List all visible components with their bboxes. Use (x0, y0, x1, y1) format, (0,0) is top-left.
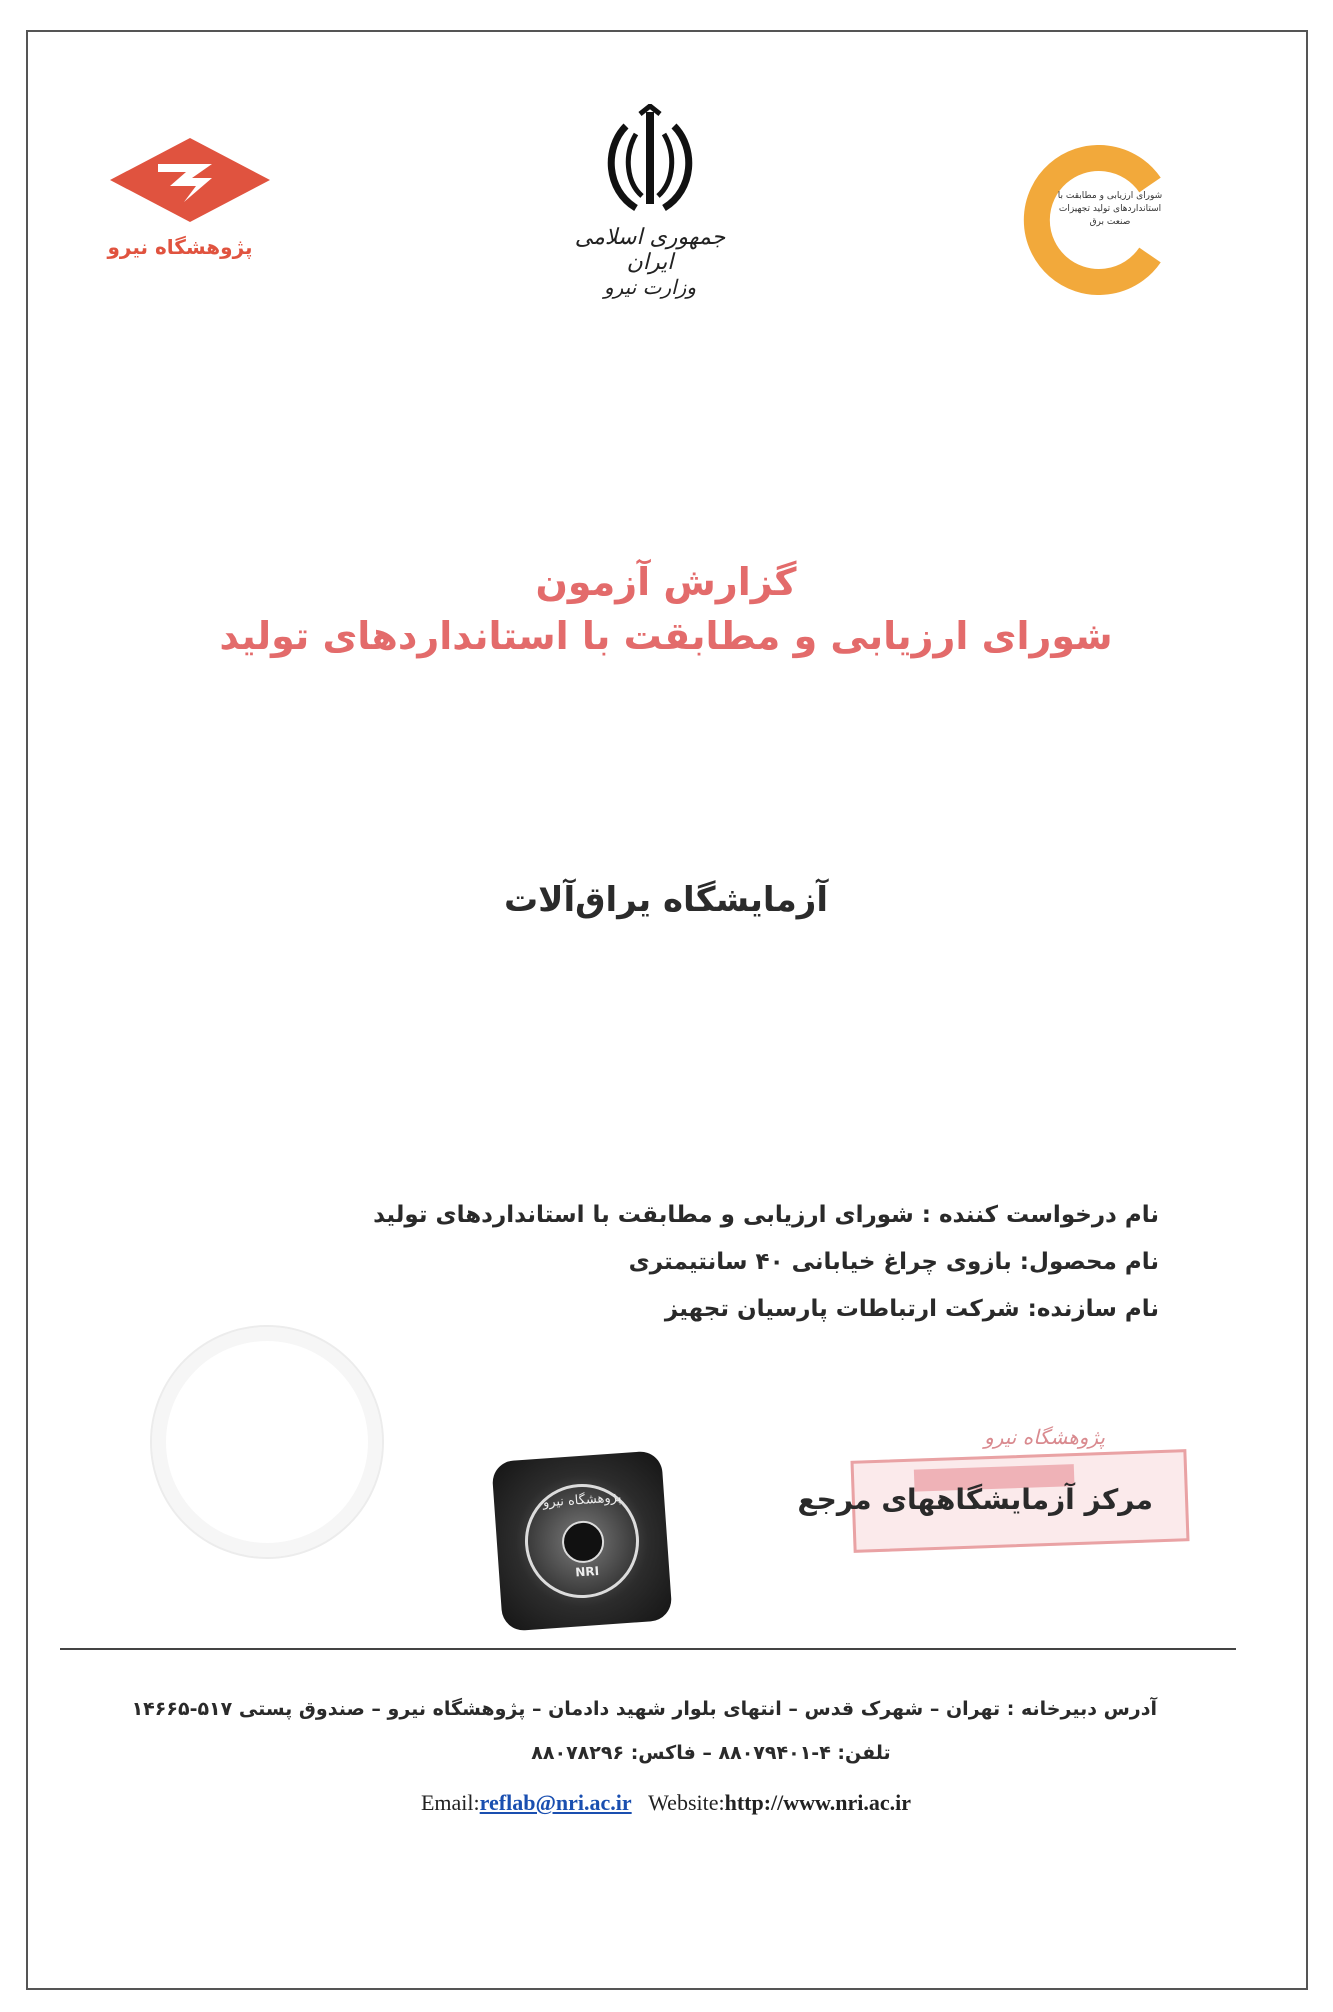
title-line-2: شورای ارزیابی و مطابقت با استانداردهای تولید (219, 614, 1113, 658)
manufacturer-line: نام سازنده: شرکت ارتباطات پارسیان تجهیز (664, 1296, 1159, 1322)
website-link[interactable]: http://www.nri.ac.ir (724, 1790, 911, 1815)
email-link[interactable]: reflab@nri.ac.ir (479, 1790, 632, 1815)
footer-divider (60, 1648, 1236, 1650)
hologram-seal (491, 1450, 672, 1631)
footer-address: آدرس دبیرخانه : تهران – شهرک قدس – انتهای بلوار شهید دادمان – پژوهشگاه نیرو – صندوق پستی ۵۱۷-۱۴۶۶۵ (131, 1698, 1157, 1720)
hologram-badge-text: NRI (574, 1563, 600, 1580)
embossed-seal (150, 1325, 384, 1559)
report-title (166, 555, 1166, 663)
nri-logo-text: پژوهشگاه نیرو (107, 235, 253, 259)
hologram-badge-icon (561, 1520, 606, 1565)
hologram-top-text: پژوهشگاه نیرو (542, 1490, 622, 1511)
reference-lab-center: مرکز آزمایشگاههای مرجع (797, 1483, 1153, 1516)
applicant-line: نام درخواست کننده : شورای ارزیابی و مطابقت با استانداردهای تولید (373, 1202, 1159, 1228)
emblem-icon (590, 104, 710, 224)
iran-emblem (560, 100, 740, 330)
report-info (359, 1192, 1159, 1333)
council-logo-text: شورای ارزیابی و مطابقت با استانداردهای تولید تجهیزات صنعت برق (1057, 191, 1163, 227)
footer-phone: تلفن: ۴-۸۸۰۷۹۴۰۱ – فاکس: ۸۸۰۷۸۲۹۶ (531, 1742, 891, 1764)
title-line-1: گزارش آزمون (535, 560, 797, 604)
stamp-handwriting: پژوهشگاه نیرو (984, 1425, 1105, 1449)
nri-logo-icon (100, 130, 280, 230)
council-logo (1010, 145, 1190, 295)
website-label: Website: (648, 1790, 725, 1815)
lab-name: آزمایشگاه یراق‌آلات (504, 880, 828, 920)
emblem-line-republic: جمهوری اسلامی ایران (574, 225, 726, 275)
emblem-line-ministry: وزارت نیرو (603, 275, 696, 299)
hologram-ring (521, 1480, 643, 1602)
email-label: Email: (420, 1790, 480, 1815)
footer-contact (166, 1790, 1166, 1816)
nri-logo (100, 130, 290, 270)
product-line: نام محصول: بازوی چراغ خیابانی ۴۰ سانتیمتری (628, 1249, 1159, 1275)
